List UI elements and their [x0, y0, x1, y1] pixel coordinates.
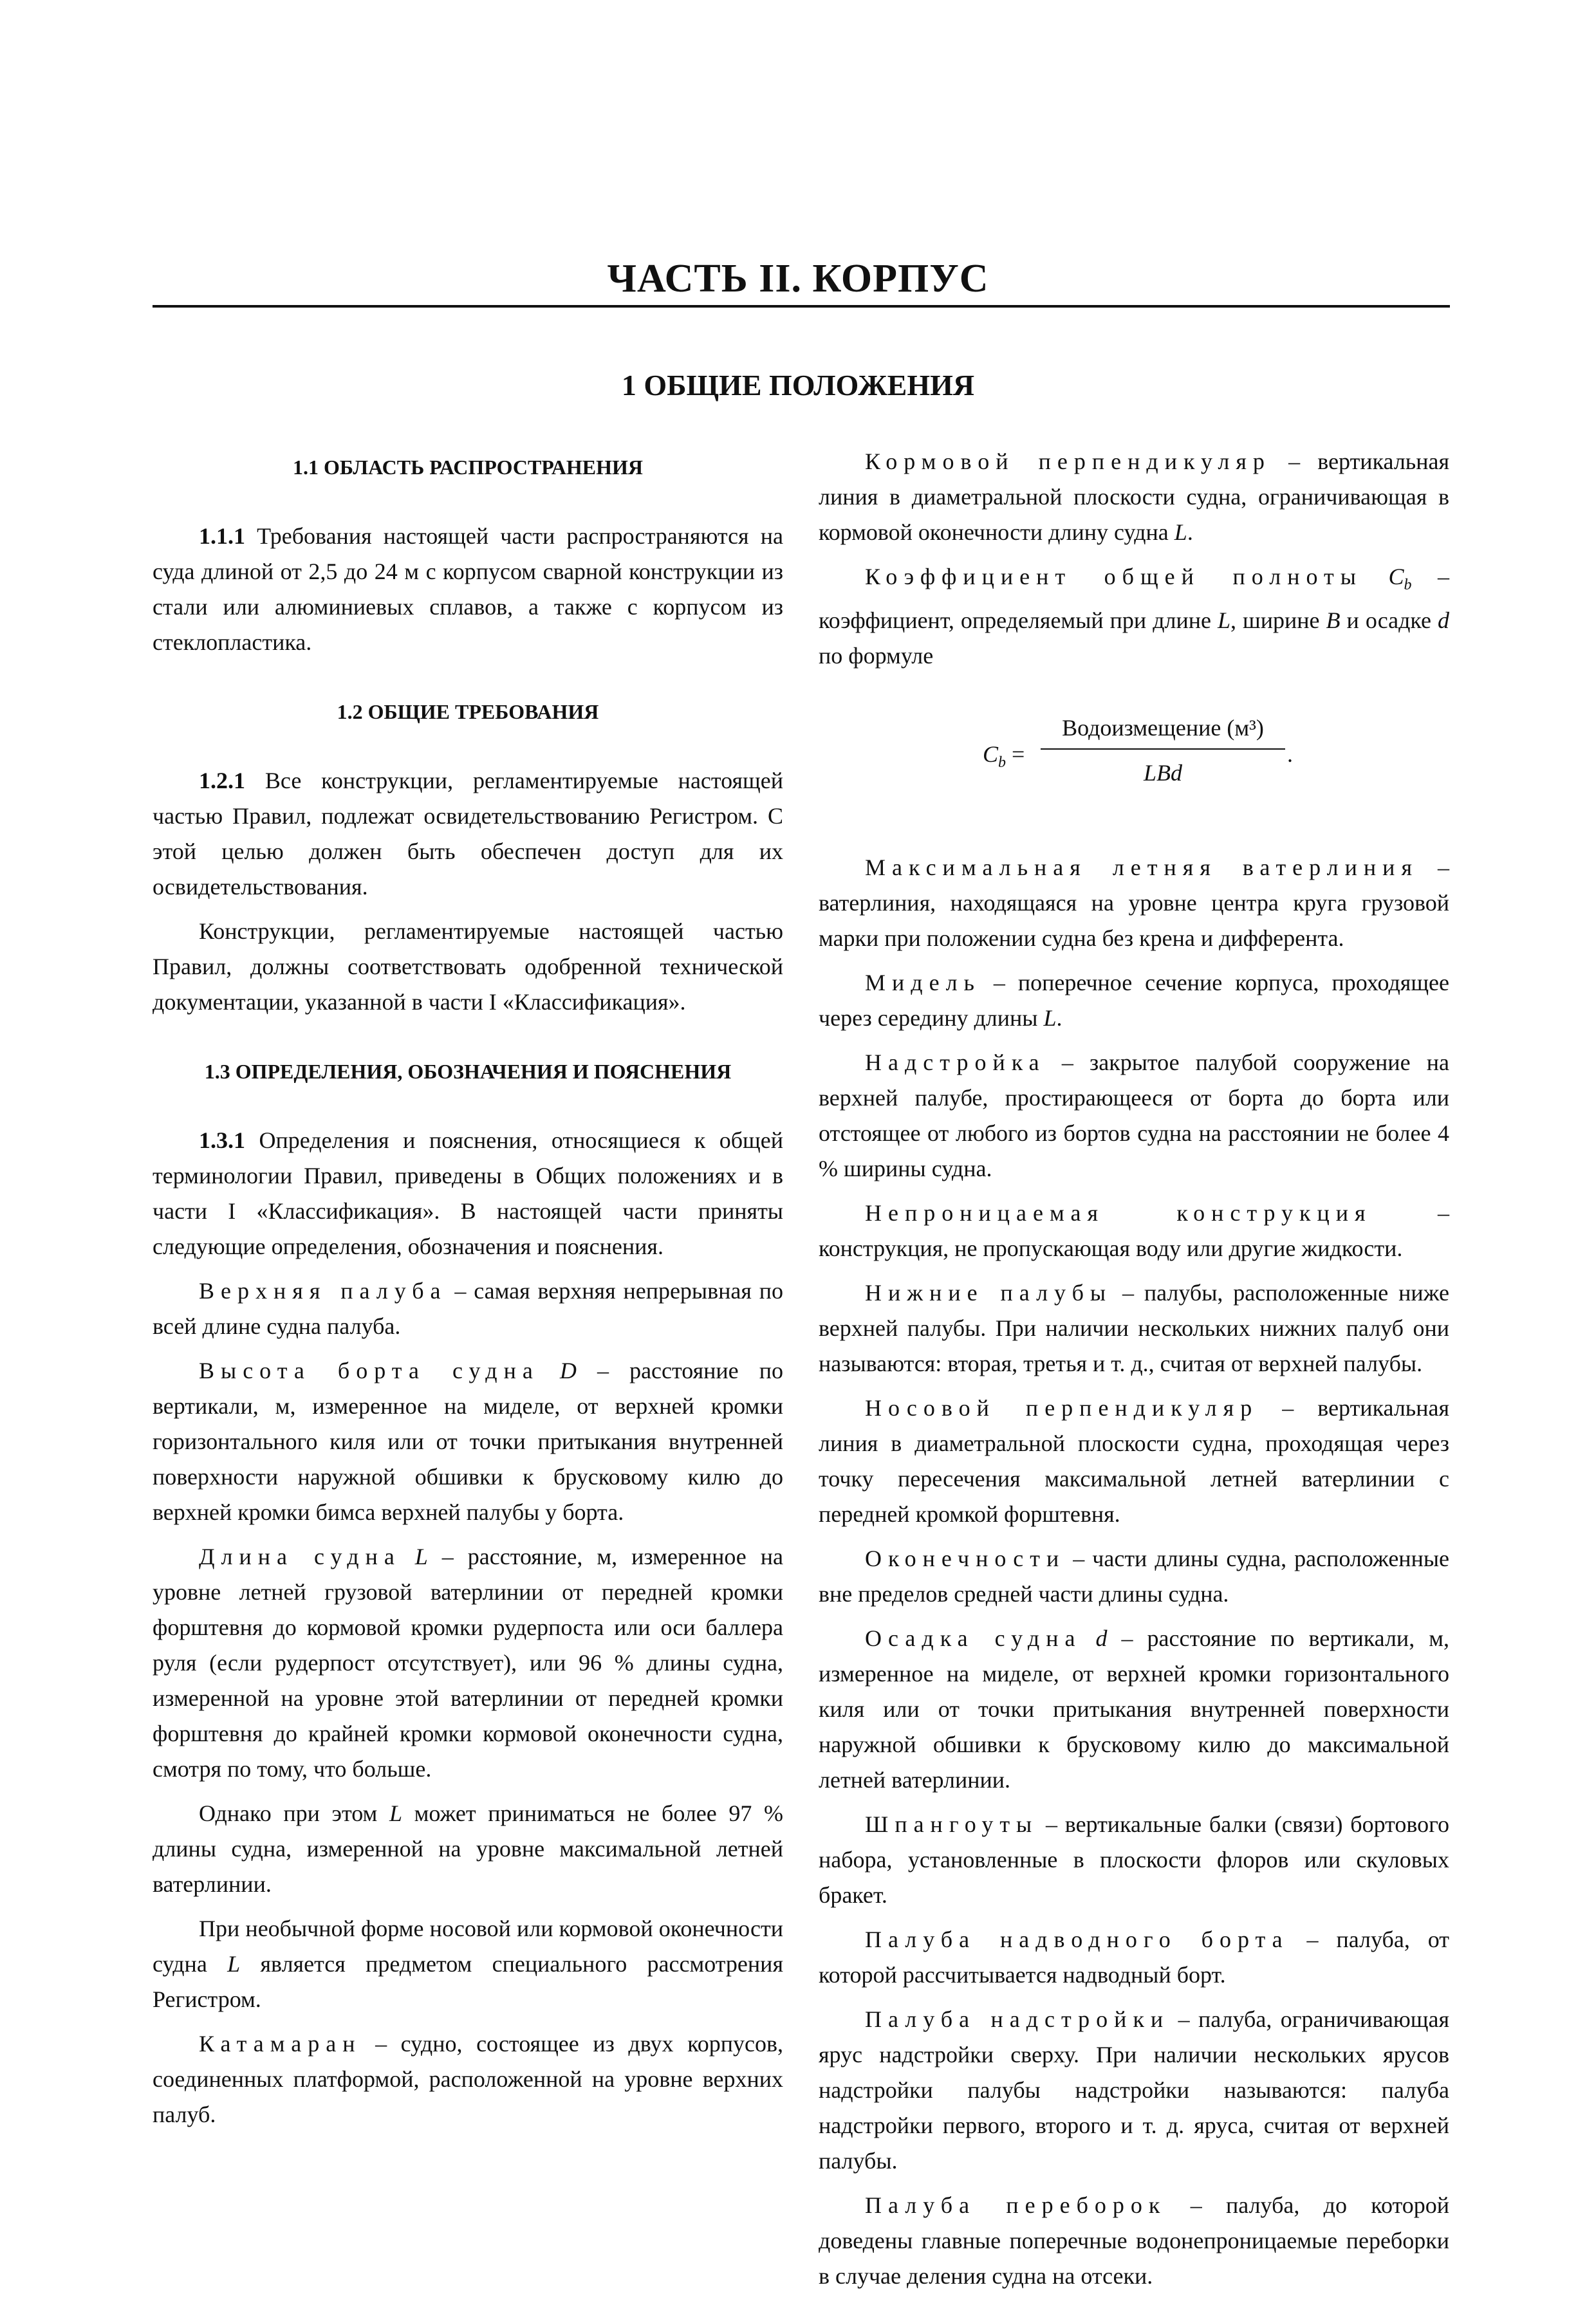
symbol: D [559, 1358, 577, 1383]
paragraph-text: Требования настоящей части распространяются на суда длиной от 2,5 до 24 м с корпусом сварной конструкции из стали или алюминиевых сплавов, а также с корпусом из стеклопластика. [153, 523, 783, 655]
definition-text: – расстояние, м, измеренное на уровне летней грузовой ватерлинии от передней кромки форштевня до кормовой кромки рудерпоста или оси баллера руля (если рудерпост отсутствует), или 96 % длины судна, измеренной на уровне этой ватерлинии от передней кромки форштевня до крайней кромки кормовой оконечности судна, смотря по тому, что больше. [153, 1544, 784, 1782]
definition-nepronitsaemaya [819, 1196, 1449, 1266]
clause-number: 1.2.1 [199, 768, 245, 793]
definition-term: Катамаран [199, 2031, 362, 2057]
definition-term: Мидель [865, 970, 981, 996]
symbol: L [1218, 607, 1231, 634]
clause-number: 1.1.1 [199, 523, 245, 549]
formula-subscript: b [998, 754, 1007, 772]
paragraph-pri-neobychnoy [153, 1911, 783, 2017]
definition-katamaran [153, 2026, 783, 2132]
paragraph-1-1-1 [153, 519, 783, 660]
symbol: d [1095, 1625, 1108, 1652]
definition-term: Верхняя палуба [199, 1278, 447, 1304]
definition-term: Нижние палубы [865, 1280, 1113, 1306]
definition-term: Палуба надводного борта [865, 1927, 1289, 1953]
definition-text: – палуба, до которой доведены главные поперечные водонепроницаемые переборки в случае деления судна на отсеки. [819, 2192, 1450, 2289]
definition-text: – поперечное сечение корпуса, проходящее через середину длины [819, 970, 1449, 1031]
definition-nizhnie-paluby [819, 1275, 1449, 1382]
definition-text: и осадке [1340, 607, 1438, 634]
symbol: L [414, 1544, 428, 1569]
definition-paluba-nadstroyki [819, 2002, 1449, 2179]
symbol: L [1174, 519, 1187, 545]
paragraph-text: Все конструкции, регламентируемые настоящей частью Правил, подлежат освидетельствованию Регистром. С этой целью должен быть обеспечен доступ для их освидетельствования. [153, 768, 784, 900]
symbol: d [1438, 607, 1450, 634]
definition-koeffitsient-polnoty [819, 559, 1449, 674]
definition-verkhnyaya-paluba [153, 1273, 783, 1344]
heading-1-3: 1.3 ОПРЕДЕЛЕНИЯ, ОБОЗНАЧЕНИЯ И ПОЯСНЕНИЯ [204, 1060, 732, 1083]
definition-text: по формуле [819, 643, 934, 669]
formula-period: . [1287, 741, 1293, 768]
definition-text: – судно, состоящее из двух корпусов, соединенных платформой, расположенной на уровне верхних палуб. [153, 2031, 783, 2127]
right-column [819, 444, 1449, 2303]
definition-osadka-sudna [819, 1621, 1449, 1798]
formula-fraction [1041, 711, 1285, 790]
paragraph-1-3-1 [153, 1123, 783, 1264]
definition-term: Коэффициент общей полноты [865, 564, 1362, 589]
definition-text: – вертикальные балки (связи) бортового набора, установленные в плоскости флоров или скуловых бракет. [819, 1811, 1449, 1909]
symbol: L [227, 1951, 241, 1977]
clause-number: 1.3.1 [199, 1127, 245, 1153]
definition-term: Носовой перпендикуляр [865, 1395, 1259, 1421]
definition-text: – палубы, расположенные ниже верхней палубы. При наличии нескольких нижних палуб они называются: вторая, третья и т. д., считая от верхней палубы. [819, 1280, 1449, 1377]
definition-midel [819, 965, 1449, 1036]
definition-text: . [1187, 519, 1193, 545]
definition-text: – конструкция, не пропускающая воду или другие жидкости. [819, 1200, 1449, 1262]
definition-text: – вертикальная линия в диаметральной плоскости судна, ограничивающая в кормовой оконечности длину судна [819, 449, 1450, 545]
left-column [153, 444, 783, 2141]
symbol: B [1326, 607, 1341, 634]
formula-block-coefficient [819, 711, 1449, 808]
paragraph-odnako [153, 1796, 783, 1902]
paragraph-1-2-1 [153, 763, 783, 905]
paragraph-text: При необычной форме носовой или кормовой оконечности судна [153, 1916, 783, 1977]
heading-1-1: 1.1 ОБЛАСТЬ РАСПРОСТРАНЕНИЯ [293, 456, 643, 479]
definition-text: – вертикальная линия в диаметральной плоскости судна, проходящая через точку пересечения максимальной летней ватерлинии с передней кромкой форштевня. [819, 1395, 1450, 1528]
symbol-subscript: b [1404, 577, 1412, 594]
formula-lhs [983, 737, 1025, 781]
definition-term: Осадка судна [865, 1625, 1082, 1652]
definition-term: Высота борта судна [199, 1358, 539, 1383]
definition-term: Непроницаемая конструкция [865, 1200, 1372, 1226]
definition-nosovoy-perpendikulyar [819, 1391, 1449, 1532]
definition-okonechnosti [819, 1541, 1449, 1612]
definition-term: Шпангоуты [865, 1811, 1039, 1838]
paragraph-text: Определения и пояснения, относящиеся к общей терминологии Правил, приведены в Общих положениях и в части I «Классификация». В настоящей части приняты следующие определения, обозначения и пояснения. [153, 1127, 783, 1259]
formula-numerator: Водоизмещение (м³) [1062, 715, 1264, 741]
definition-text: . [1056, 1005, 1062, 1031]
paragraph-text: может приниматься не более 97 % длины судна, измеренной на уровне максимальной летней ватерлинии. [153, 1800, 783, 1897]
formula-equals: = [1006, 741, 1025, 768]
definition-term: Максимальная летняя ватерлиния [865, 855, 1419, 881]
definition-text: – самая верхняя непрерывная по всей длине судна палуба. [153, 1278, 784, 1339]
definition-dlina-sudna [153, 1539, 783, 1787]
definition-paluba-pereborok [819, 2188, 1449, 2294]
definition-text: – коэффициент, определяемый при длине [819, 564, 1449, 634]
formula-symbol: C [983, 741, 999, 768]
definition-nadstroyka [819, 1045, 1449, 1187]
definition-text: – палуба, от которой рассчитывается надводный борт. [819, 1927, 1450, 1988]
definition-text: – ватерлиния, находящаяся на уровне центра круга грузовой марки при положении судна без крена и дифферента. [819, 855, 1450, 952]
symbol: L [389, 1800, 402, 1826]
heading-1-2: 1.2 ОБЩИЕ ТРЕБОВАНИЯ [337, 700, 599, 723]
definition-term: Палуба переборок [865, 2192, 1167, 2219]
paragraph-text: является предметом специального рассмотрения Регистром. [153, 1951, 783, 2012]
definition-kormovoy-perpendikulyar [819, 444, 1449, 550]
definition-term: Длина судна [199, 1544, 401, 1569]
definition-shpangouty [819, 1807, 1449, 1913]
definition-text: – части длины судна, расположенные вне пределов средней части длины судна. [819, 1546, 1449, 1607]
fraction-bar [1041, 748, 1285, 750]
section-title: 1 ОБЩИЕ ПОЛОЖЕНИЯ [621, 369, 975, 402]
definition-term: Надстройка [865, 1050, 1046, 1076]
definition-term: Палуба надстройки [865, 2006, 1170, 2033]
part-title: ЧАСТЬ II. КОРПУС [607, 257, 989, 301]
definition-text: – расстояние по вертикали, м, измеренное на миделе, от верхней кромки горизонтального киля или от точки притыкания внутренней поверхности наружной обшивки к брусковому килю до верхней кромки бимса верхней палубы у борта. [153, 1358, 783, 1525]
definition-term: Оконечности [865, 1546, 1066, 1572]
symbol: L [1043, 1005, 1057, 1031]
symbol: C [1388, 564, 1404, 589]
definition-paluba-nadvodnogo-borta [819, 1922, 1449, 1993]
definition-maks-letnyaya-vaterliniya [819, 850, 1449, 956]
definition-text: – расстояние по вертикали, м, измеренное на миделе, от верхней кромки горизонтального киля или от точки притыкания внутренней поверхности наружной обшивки к брусковому килю до максимальной летней ватерлинии. [819, 1625, 1450, 1793]
definition-text: – палуба, ограничивающая ярус надстройки сверху. При наличии нескольких ярусов надстройки палубы надстройки называются: палуба надстройки первого, второго и т. д. яруса, считая от верхней палубы. [819, 2006, 1449, 2174]
formula-denominator: LBd [1143, 760, 1182, 786]
definition-vysota-borta [153, 1353, 783, 1530]
paragraph-1-2-2: Конструкции, регламентируемые настоящей частью Правил, должны соответствовать одобренной технической документации, указанной в части I «Классификация». [153, 918, 783, 1015]
definition-text: , ширине [1230, 607, 1326, 634]
definition-term: Кормовой перпендикуляр [865, 449, 1271, 474]
title-rule [153, 305, 1450, 308]
definition-text: – закрытое палубой сооружение на верхней палубе, простирающееся от борта до борта или отстоящее от любого из бортов судна на расстоянии не более 4 % ширины судна. [819, 1050, 1449, 1182]
paragraph-text: Однако при этом [199, 1800, 389, 1826]
